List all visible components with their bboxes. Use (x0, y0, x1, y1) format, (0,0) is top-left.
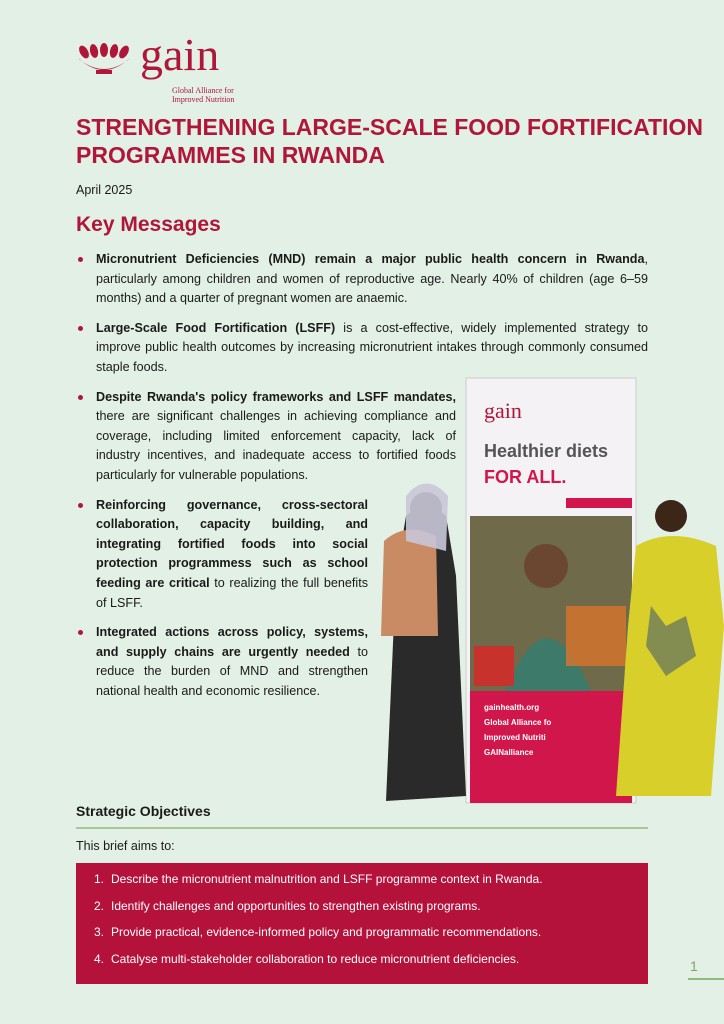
banner-handle: GAINalliance (484, 748, 534, 757)
item-text: is a cost-effective, widely implemented strategy to improve public health outcomes by increasing micronutrient intakes through commonly consumed staple foods. (96, 320, 648, 374)
divider (76, 827, 648, 829)
banner-photo (366, 376, 724, 808)
list-item (76, 623, 368, 701)
list-item (76, 496, 368, 614)
banner-headline: Healthier diets (484, 441, 609, 461)
banner-org-line1: Global Alliance fo (484, 718, 552, 727)
publication-date: April 2025 (76, 183, 133, 197)
item-bold: Despite Rwanda's policy frameworks and LSFF mandates, (96, 389, 456, 404)
item-number: 2. (94, 898, 105, 913)
strategic-objectives-intro: This brief aims to: (76, 839, 175, 853)
list-item (94, 899, 648, 926)
item-number: 4. (94, 951, 105, 966)
list-item (94, 872, 648, 899)
item-text: to reduce the burden of MND and strengthen national health and economic resilience. (96, 644, 368, 698)
banner-website: gainhealth.org (484, 703, 540, 712)
logo-subtitle (172, 86, 234, 104)
page-number: 1 (690, 958, 698, 974)
banner-headline-accent: FOR ALL. (484, 467, 567, 487)
page-title: STRENGTHENING LARGE-SCALE FOOD FORTIFICATION PROGRAMMES IN RWANDA (76, 114, 703, 168)
item-bold: Large-Scale Food Fortification (LSFF) (96, 320, 336, 335)
item-bold: Micronutrient Deficiencies (MND) remain a major public health concern in Rwanda (96, 252, 645, 266)
logo-subtitle-line2: Improved Nutrition (172, 95, 235, 104)
strategic-objectives-box (76, 863, 648, 984)
key-messages-heading: Key Messages (76, 213, 221, 236)
gain-logo (76, 29, 276, 104)
banner-org-line2: Improved Nutriti (484, 733, 546, 742)
list-item (94, 925, 648, 952)
item-text: there are significant challenges in achieving compliance and coverage, including limited enforcement capacity, lack of industry incentives, and inadequate access to fortified foods particularly for vulnerable populations. (96, 409, 456, 482)
banner-logo: gain (484, 398, 522, 423)
page-number-underline (688, 978, 724, 980)
list-item (76, 250, 648, 309)
item-number: 3. (94, 925, 105, 939)
banner-footer (484, 702, 624, 762)
item-bold: Reinforcing governance, cross-sectoral collaboration, capacity building, and integrating fortified foods into social protection programmess such as school feeding are critical (96, 497, 368, 590)
item-text: Catalyse multi-stakeholder collaboration to reduce micronutrient deficiencies. (111, 951, 520, 966)
item-number: 1. (94, 872, 105, 886)
item-text: to realizing the full benefits of LSFF. (96, 575, 368, 610)
logo-wordmark: gain (140, 29, 220, 80)
wheat-bowl-icon (76, 42, 132, 78)
strategic-objectives-heading: Strategic Objectives (76, 803, 211, 819)
item-text: Identify challenges and opportunities to strengthen existing programs. (111, 898, 481, 913)
list-item (94, 952, 648, 979)
item-text: , particularly among children and women of reproductive age. Nearly 40% of children (age 6–59 months) and a quarter of pregnant women are anaemic. (96, 252, 648, 306)
list-item (76, 319, 648, 378)
logo-subtitle-line1: Global Alliance for (172, 86, 234, 95)
item-text: Describe the micronutrient malnutrition and LSFF programme context in Rwanda. (111, 872, 543, 886)
item-bold: Integrated actions across policy, systems, and supply chains are urgently needed (96, 625, 368, 659)
item-text: Provide practical, evidence-informed policy and programmatic recommendations. (111, 925, 542, 939)
